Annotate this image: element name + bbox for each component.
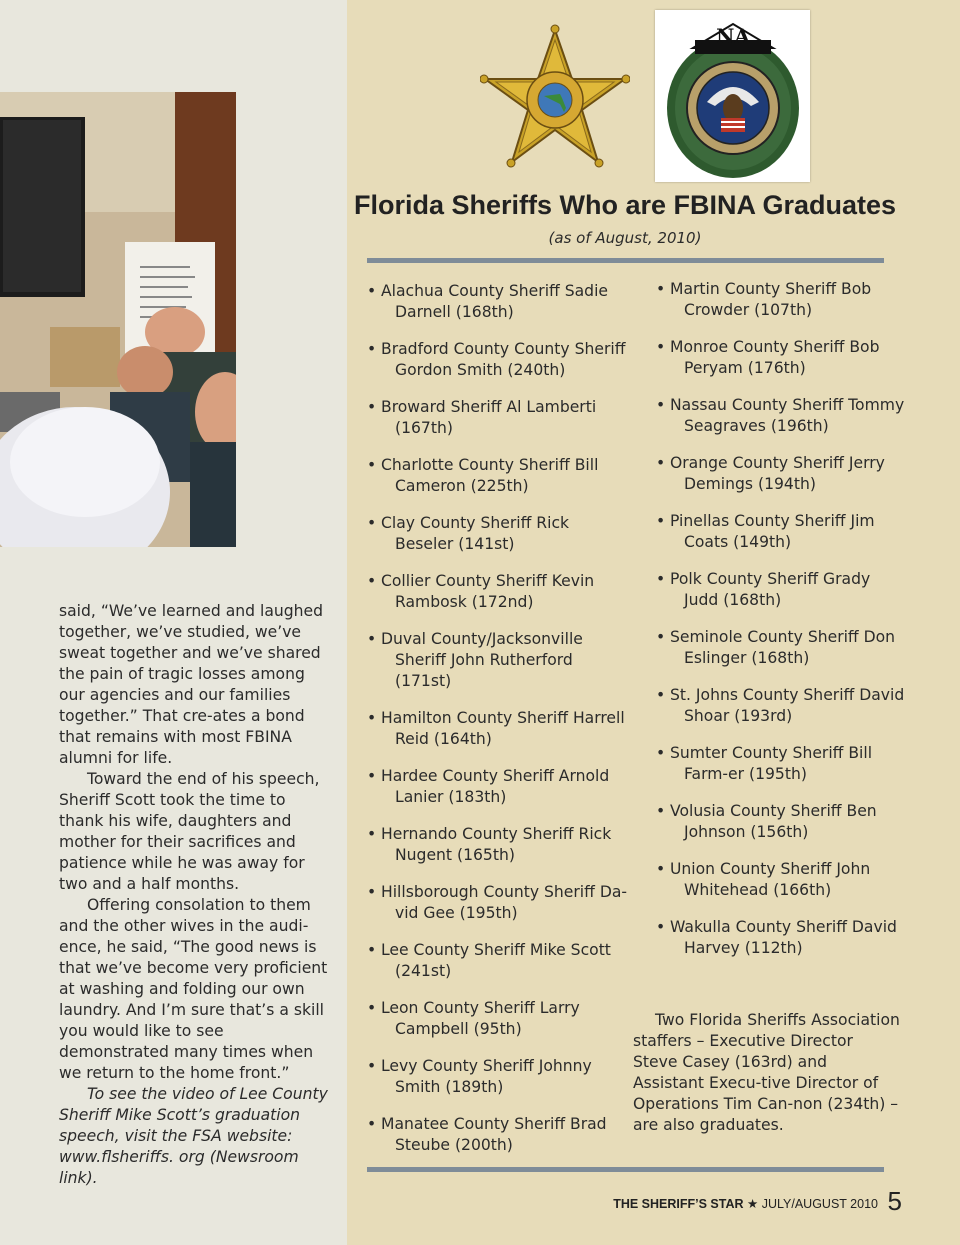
list-item: • Monroe County Sheriff Bob Peryam (176th) (656, 338, 880, 377)
list-item: • Nassau County Sheriff Tommy Seagraves (196th) (656, 396, 905, 435)
list-item: • Collier County Sheriff Kevin Rambosk (172nd) (367, 572, 595, 611)
list-item: • Orange County Sheriff Jerry Demings (194th) (656, 454, 885, 493)
page-number: 5 (887, 1186, 902, 1216)
list-item: • Polk County Sheriff Grady Judd (168th) (656, 570, 871, 609)
list-item: • Charlotte County Sheriff Bill Cameron (225th) (367, 456, 599, 495)
list-item: • Leon County Sheriff Larry Campbell (95th) (367, 999, 580, 1038)
star-icon: ★ (747, 1197, 759, 1211)
page-subtitle: (as of August, 2010) (548, 229, 702, 247)
list-item: • Martin County Sheriff Bob Crowder (107th) (656, 280, 872, 319)
list-item: • Hillsborough County Sheriff Da-vid Gee (195th) (367, 883, 628, 922)
list-item: • Lee County Sheriff Mike Scott (241st) (367, 941, 611, 980)
list-item: • Alachua County Sheriff Sadie Darnell (168th) (367, 282, 609, 321)
list-item: • Union County Sheriff John Whitehead (166th) (656, 860, 871, 899)
list-item: • Sumter County Sheriff Bill Farm-er (195th) (656, 744, 873, 783)
top-divider (367, 258, 884, 263)
staff-graduates-note: Two Florida Sheriffs Association staffers – Executive Director Steve Casey (163rd) and Assistant Execu-tive Director of Operations Tim Can-non (234th) – are also graduates. (633, 1011, 900, 1134)
list-item: • Hernando County Sheriff Rick Nugent (165th) (367, 825, 612, 864)
article-paragraph: said, “We’ve learned and laughed together, we’ve studied, we’ve sweat together and we’ve shared the pain of tragic losses among our agencies and our families together.” That cre-ates a bond that remains with most FBINA alumni for life. (59, 602, 324, 767)
page-title: Florida Sheriffs Who are FBINA Graduates (353, 190, 897, 220)
article-video-note: To see the video of Lee County Sheriff Mike Scott’s graduation speech, visit the FSA website: www.flsheriffs. org (Newsroom link). (59, 1085, 328, 1187)
publication-name: THE SHERIFF’S STAR (613, 1197, 744, 1211)
list-item: • Volusia County Sheriff Ben Johnson (156th) (656, 802, 877, 841)
sheriffs-star-badge-icon (480, 24, 630, 170)
page-footer (613, 1186, 910, 1216)
article-paragraph: Toward the end of his speech, Sheriff Scott took the time to thank his wife, daughters and mother for their sacrifices and patience while he was away for two and a half months. (59, 770, 320, 893)
list-item: • Duval County/Jacksonville Sheriff John Rutherford (171st) (367, 630, 583, 690)
list-item: • Levy County Sheriff Johnny Smith (189th) (367, 1057, 592, 1096)
list-item: • Broward Sheriff Al Lamberti (167th) (367, 398, 597, 437)
issue-date: JULY/AUGUST 2010 (761, 1197, 878, 1211)
bottom-divider (367, 1167, 884, 1172)
na-letters: NA (716, 24, 750, 48)
list-item: • Manatee County Sheriff Brad Steube (200th) (367, 1115, 607, 1154)
article-paragraph: Offering consolation to them and the other wives in the audi-ence, he said, “The good news is that we’ve become very proficient at washing and folding our own laundry. And I’m sure that’s a skill you would like to see demonstrated many times when we return to the home front.” (59, 896, 328, 1082)
list-item: • Wakulla County Sheriff David Harvey (112th) (656, 918, 897, 957)
list-item: • Hamilton County Sheriff Harrell Reid (164th) (367, 709, 625, 748)
list-item: • Pinellas County Sheriff Jim Coats (149th) (656, 512, 875, 551)
graduates-column-1 (367, 281, 629, 1172)
article-text (59, 601, 331, 1189)
list-item: • Hardee County Sheriff Arnold Lanier (183th) (367, 767, 610, 806)
list-item: • Clay County Sheriff Rick Beseler (141st) (367, 514, 570, 553)
footer-masthead (613, 1196, 878, 1211)
list-item: • Bradford County County Sheriff Gordon Smith (240th) (367, 340, 626, 379)
graduates-column-2 (656, 279, 906, 975)
list-item: • St. Johns County Sheriff David Shoar (193rd) (656, 686, 905, 725)
classroom-photo (0, 92, 236, 547)
fbi-national-academy-logo (655, 10, 810, 182)
list-item: • Seminole County Sheriff Don Eslinger (168th) (656, 628, 896, 667)
